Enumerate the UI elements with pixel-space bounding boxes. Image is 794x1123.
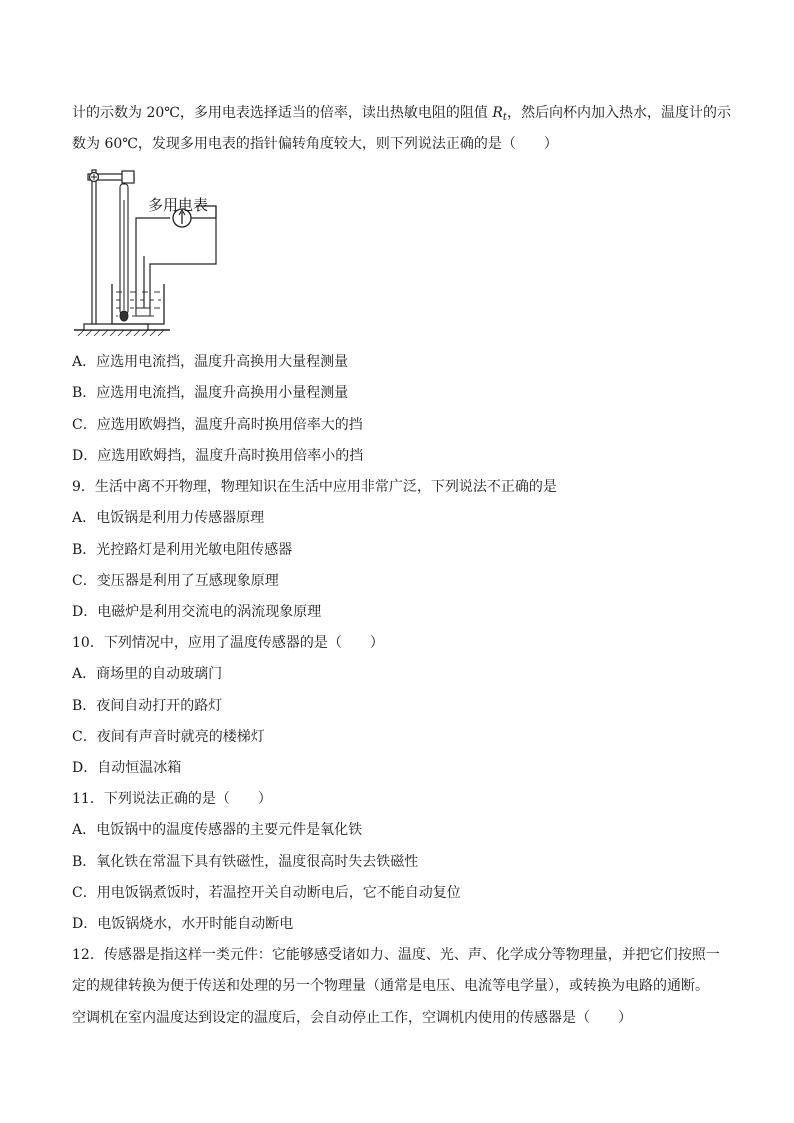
q11-stem: 11．下列说法正确的是（ ） [72, 791, 272, 807]
q12-stem-line-2: 定的规律转换为便于传送和处理的另一个物理量（通常是电压、电流等电学量），或转换为电路的通断。 [72, 978, 709, 994]
q11-option-b: B．氧化铁在常温下具有铁磁性，温度很高时失去铁磁性 [72, 854, 419, 870]
q10-stem: 10．下列情况中，应用了温度传感器的是（ ） [72, 635, 384, 651]
q9-option-d: D．电磁炉是利用交流电的涡流现象原理 [72, 604, 322, 620]
apparatus-diagram [70, 160, 230, 340]
q8-stem-text-a: 计的示数为 20℃，多用电表选择适当的倍率，读出热敏电阻的阻值 [72, 105, 493, 121]
q10-option-c: C．夜间有声音时就亮的楼梯灯 [72, 729, 265, 745]
q8-stem-line-1 [72, 103, 731, 128]
q10-option-b: B．夜间自动打开的路灯 [72, 698, 223, 714]
q8-option-b: B．应选用电流挡，温度升高换用小量程测量 [72, 385, 349, 401]
multimeter-label: 多用电表 [148, 196, 209, 214]
q12-stem-line-3: 空调机在室内温度达到设定的温度后，会自动停止工作，空调机内使用的传感器是（ ） [72, 1010, 632, 1026]
q10-option-a: A．商场里的自动玻璃门 [72, 666, 223, 682]
q8-stem-line-2: 数为 60℃，发现多用电表的指针偏转角度较大，则下列说法正确的是（ ） [72, 136, 558, 152]
q8-option-d: D．应选用欧姆挡，温度升高时换用倍率小的挡 [72, 448, 364, 464]
q9-option-c: C．变压器是利用了互感现象原理 [72, 573, 279, 589]
q12-stem-line-1: 12．传感器是指这样一类元件：它能够感受诸如力、温度、光、声、化学成分等物理量，并把它们按照一 [72, 947, 720, 963]
q8-option-c: C．应选用欧姆挡，温度升高时换用倍率大的挡 [72, 417, 363, 433]
q11-option-d: D．电饭锅烧水，水开时能自动断电 [72, 916, 294, 932]
q11-option-c: C．用电饭锅煮饭时，若温控开关自动断电后，它不能自动复位 [72, 885, 461, 901]
q11-option-a: A．电饭锅中的温度传感器的主要元件是氧化铁 [72, 822, 363, 838]
experiment-figure [70, 160, 230, 340]
resistance-subscript: t [502, 112, 507, 123]
q9-option-b: B．光控路灯是利用光敏电阻传感器 [72, 542, 293, 558]
q9-stem: 9．生活中离不开物理，物理知识在生活中应用非常广泛，下列说法不正确的是 [72, 479, 557, 495]
q9-option-a: A．电饭锅是利用力传感器原理 [72, 510, 265, 526]
resistance-symbol: R [492, 105, 503, 121]
q8-stem-text-b: ，然后向杯内加入热水，温度计的示 [506, 105, 731, 121]
q8-option-a: A．应选用电流挡，温度升高换用大量程测量 [72, 354, 349, 370]
q10-option-d: D．自动恒温冰箱 [72, 760, 182, 776]
